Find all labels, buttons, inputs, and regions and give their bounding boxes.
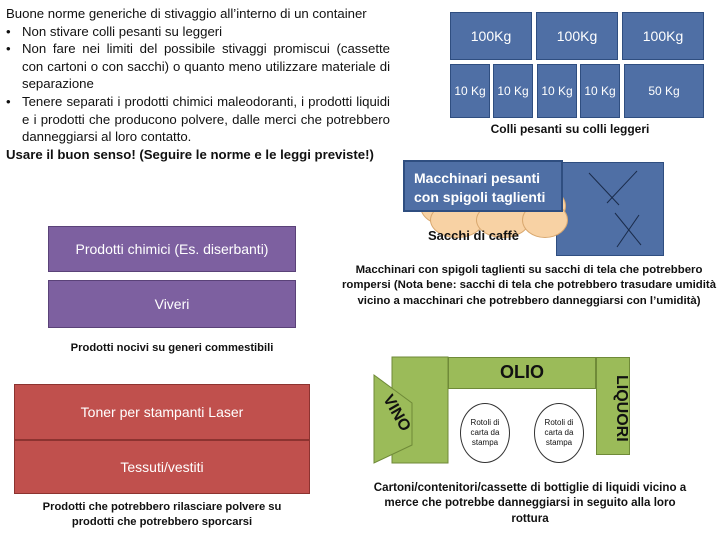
rules-intro: Buone norme generiche di stivaggio all’interno di un container	[6, 6, 367, 21]
weight-box-light: 10 Kg	[537, 64, 577, 118]
weight-box-medium: 50 Kg	[624, 64, 704, 118]
rule-item: • Tenere separati i prodotti chimici maleodoranti, i prodotti liquidi e i prodotti che producono polvere, dalle merci che potrebbero danneggiarsi al loro contatto.	[6, 93, 390, 146]
liquor-label: LIQUORI	[613, 375, 630, 442]
food-box: Viveri	[48, 280, 296, 328]
weight-box-light: 10 Kg	[580, 64, 620, 118]
heavy-machinery-box: Macchinari pesanti con spigoli taglienti	[403, 160, 563, 212]
weight-box-heavy: 100Kg	[450, 12, 532, 60]
wine-label: VINO	[379, 392, 414, 435]
rules-footer: Usare il buon senso! (Seguire le norme e le leggi previste!)	[6, 146, 374, 162]
paper-roll: Rotoli di carta da stampa	[460, 403, 510, 463]
machinery-panel	[556, 162, 664, 256]
oil-label: OLIO	[500, 362, 544, 382]
stowage-rules-text	[6, 5, 390, 163]
sharp-edges-icon	[557, 163, 663, 255]
paper-roll: Rotoli di carta da stampa	[534, 403, 584, 463]
heavy-on-light-label: Colli pesanti su colli leggeri	[490, 122, 650, 136]
chemicals-box: Prodotti chimici (Es. diserbanti)	[48, 226, 296, 272]
rule-item: • Non stivare colli pesanti su leggeri	[6, 23, 390, 41]
weight-box-light: 10 Kg	[493, 64, 533, 118]
textiles-box: Tessuti/vestiti	[14, 440, 310, 494]
dust-caption: Prodotti che potrebbero rilasciare polvere su prodotti che potrebbero sporcarsi	[42, 501, 282, 528]
rules-list	[6, 23, 390, 146]
weight-box-light: 10 Kg	[450, 64, 490, 118]
weight-box-heavy: 100Kg	[622, 12, 704, 60]
rule-item: • Non fare nei limiti del possibile stivaggi promiscui (cassette con cartoni o con sacchi) o quanto meno utilizzare materiale di separazione	[6, 40, 390, 93]
toner-box: Toner per stampanti Laser	[14, 384, 310, 440]
weight-box-heavy: 100Kg	[536, 12, 618, 60]
machinery-caption: Macchinari con spigoli taglienti su sacchi di tela che potrebbero rompersi (Nota bene: sacchi di tela che potrebbero trasudare umidità vicino a macchinari che potrebbero danneggiarsi con l’umidità)	[341, 264, 717, 307]
coffee-sacks-label: Sacchi di caffè	[428, 228, 520, 243]
bottles-caption: Cartoni/contenitori/cassette di bottiglie di liquidi vicino a merce che potrebbe danneggiarsi in seguito alla loro rottura	[373, 481, 687, 525]
harmful-on-food-caption: Prodotti nocivi su generi commestibili	[70, 342, 274, 354]
